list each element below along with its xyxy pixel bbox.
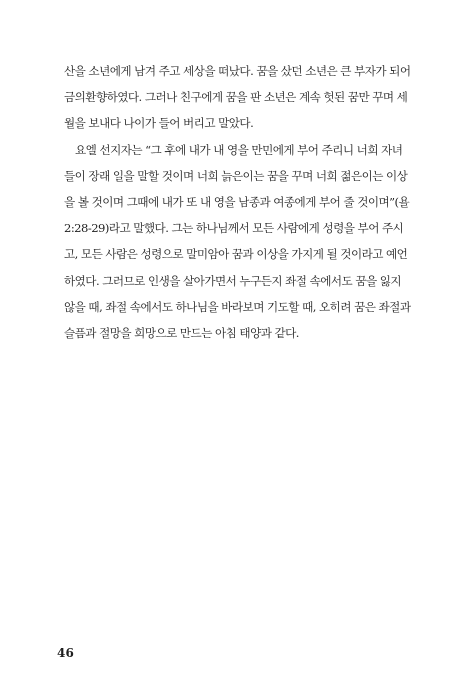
text-line: 않을 때, 좌절 속에서도 하나님을 바라보며 기도할 때, 오히려 꿈은 좌절과 xyxy=(64,299,411,314)
text-line: 금의환향하였다. 그러나 친구에게 꿈을 판 소년은 계속 헛된 꿈만 꾸며 세 xyxy=(64,90,408,105)
text-line: 고, 모든 사람은 성령으로 말미암아 꿈과 이상을 가지게 될 것이라고 예언 xyxy=(64,247,408,262)
text-line: 월을 보내다 나이가 들어 버리고 말았다. xyxy=(64,116,254,131)
body-text xyxy=(64,58,416,346)
text-line: 하였다. 그러므로 인생을 살아가면서 누구든지 좌절 속에서도 꿈을 잃지 xyxy=(64,273,402,288)
paragraph-start-line: 요엘 선지자는 “그 후에 내가 내 영을 만민에게 부어 주리니 너희 자녀 xyxy=(75,142,403,157)
text-line: 들이 장래 일을 말할 것이며 너희 늙은이는 꿈을 꾸며 너희 젊은이는 이상 xyxy=(64,168,408,183)
page-number: 46 xyxy=(57,646,75,660)
text-line: 산을 소년에게 남겨 주고 세상을 떠났다. 꿈을 샀던 소년은 큰 부자가 되어 xyxy=(64,64,411,78)
text-line: 2:28-29)라고 말했다. 그는 하나님께서 모든 사람에게 성령을 부어 주시 xyxy=(64,221,404,236)
text-line: 슬픔과 절망을 희망으로 만드는 아침 태양과 같다. xyxy=(64,326,299,341)
text-line: 을 볼 것이며 그때에 내가 또 내 영을 남종과 여종에게 부어 줄 것이며”(욜 xyxy=(64,195,410,210)
